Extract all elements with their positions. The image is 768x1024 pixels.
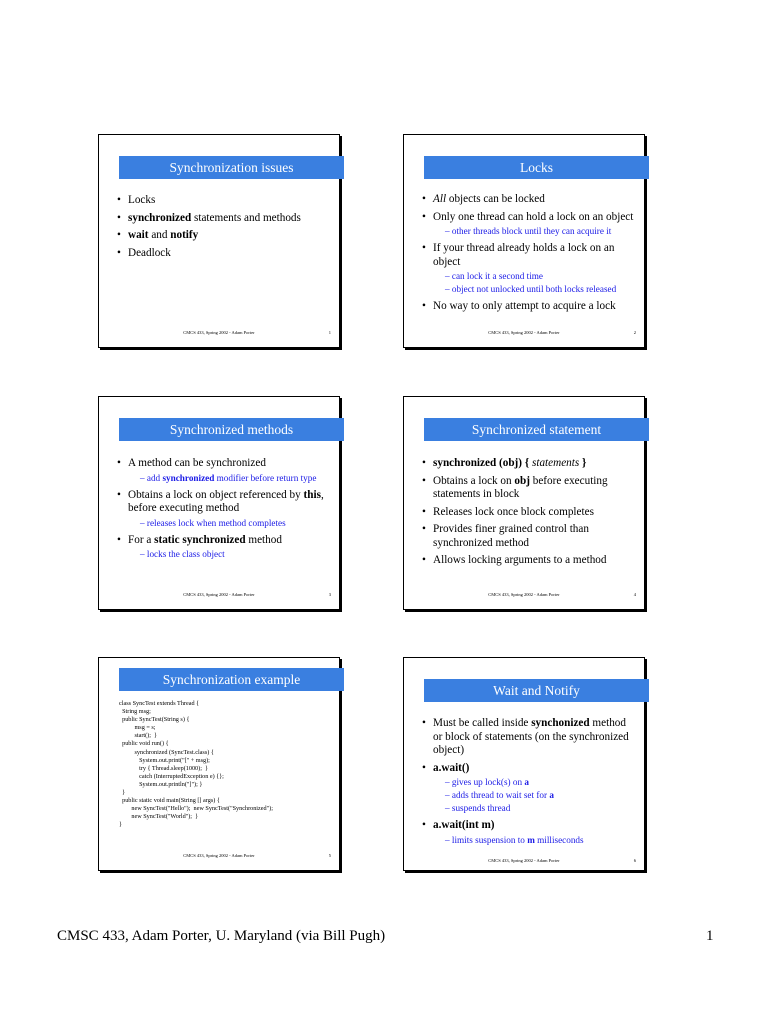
slide-content bbox=[117, 457, 331, 565]
text-run: a.wait() bbox=[433, 761, 470, 774]
sub-bullet-item bbox=[140, 517, 331, 530]
text-run: synchronized bbox=[162, 472, 215, 483]
slide-content bbox=[422, 193, 636, 318]
text-run: a.wait(int m) bbox=[433, 819, 495, 831]
bullet-item bbox=[422, 819, 636, 847]
bullet-item bbox=[422, 300, 636, 314]
text-run: a bbox=[524, 777, 529, 787]
footer-text: CMCS 433, Spring 2002 - Adam Porter bbox=[183, 330, 255, 335]
bullet-list bbox=[422, 457, 636, 568]
text-run: obj bbox=[514, 474, 530, 487]
code-block: class SyncTest extends Thread { String msg; public SyncTest(String s) { msg = s; start(); } public void run() { synchronized (SyncTest.class) { System.out.print("[" + msg); try { Thread.sleep(1000); } catch (InterruptedException e) {}; System.out.println("]"); } } public static void main(String [] args) { new SyncTest("Hello"); new SyncTest("Synchronized"); new SyncTest("World"); } } bbox=[119, 700, 273, 829]
bullet-item bbox=[422, 193, 636, 207]
footer-text: CMCS 433, Spring 2002 - Adam Porter bbox=[488, 592, 560, 597]
text-run: If your thread already holds a lock on an object bbox=[433, 242, 615, 268]
slide-content bbox=[422, 717, 636, 851]
slide-number: 4 bbox=[633, 592, 636, 597]
sub-bullet-list bbox=[128, 517, 331, 530]
slide-footer bbox=[99, 592, 339, 600]
bullet-item bbox=[422, 554, 636, 568]
bullet-item bbox=[117, 457, 331, 485]
sub-bullet-item bbox=[445, 789, 636, 802]
sub-bullet-list bbox=[433, 225, 636, 238]
bullet-item bbox=[422, 506, 636, 520]
text-run: and bbox=[148, 229, 171, 241]
slide-footer bbox=[404, 592, 644, 600]
bullet-item bbox=[422, 523, 636, 550]
slide-title: Locks bbox=[424, 156, 649, 179]
slide-number: 3 bbox=[328, 592, 331, 597]
slide-footer bbox=[404, 858, 644, 866]
bullet-item bbox=[117, 489, 331, 530]
text-run: objects can be locked bbox=[446, 193, 545, 205]
bullet-item bbox=[117, 247, 331, 261]
bullet-item bbox=[422, 211, 636, 239]
bullet-item bbox=[422, 475, 636, 502]
text-run: statements and methods bbox=[191, 211, 301, 224]
sub-bullet-item bbox=[445, 802, 636, 815]
text-run: Must be called inside bbox=[433, 717, 532, 729]
slide-5 bbox=[98, 657, 340, 871]
bullet-item bbox=[117, 212, 331, 226]
text-run: method bbox=[245, 533, 282, 546]
bullet-item bbox=[422, 457, 636, 471]
sub-bullet-item bbox=[445, 225, 636, 238]
text-run: No way to only attempt to acquire a lock bbox=[433, 300, 616, 312]
slide-content bbox=[117, 194, 331, 264]
slide-3 bbox=[98, 396, 340, 610]
text-run: Releases lock once block completes bbox=[433, 505, 594, 518]
footer-text: CMCS 433, Spring 2002 - Adam Porter bbox=[183, 592, 255, 597]
slide-number: 2 bbox=[633, 330, 636, 335]
text-run: – can lock it a second time bbox=[445, 271, 543, 281]
bullet-list bbox=[117, 457, 331, 561]
text-run: – gives up lock(s) on bbox=[445, 777, 525, 787]
footer-text: CMCS 433, Spring 2002 - Adam Porter bbox=[488, 858, 560, 863]
text-run: Provides finer grained control than synchronized method bbox=[433, 523, 589, 549]
sub-bullet-list bbox=[128, 548, 331, 561]
sub-bullet-item bbox=[140, 472, 331, 485]
text-run: statements bbox=[532, 457, 580, 469]
text-run: before executing statements in block bbox=[433, 474, 608, 500]
slide-title: Synchronization issues bbox=[119, 156, 344, 179]
text-run: method or block of statements (on the synchronized object) bbox=[433, 717, 629, 756]
text-run: A method can be synchronized bbox=[128, 457, 266, 469]
text-run: a bbox=[549, 790, 554, 800]
slide-2 bbox=[403, 134, 645, 348]
text-run: Deadlock bbox=[128, 246, 171, 259]
text-run: – add bbox=[140, 472, 163, 483]
slide-footer bbox=[99, 853, 339, 861]
slide-number: 5 bbox=[328, 853, 331, 858]
slide-number: 1 bbox=[328, 330, 331, 335]
slide-footer bbox=[404, 330, 644, 338]
text-run: All bbox=[433, 193, 447, 205]
text-run: notify bbox=[170, 229, 199, 241]
text-run: – locks the class object bbox=[140, 549, 225, 559]
bullet-item bbox=[117, 534, 331, 562]
sub-bullet-list bbox=[128, 472, 331, 485]
slide-6 bbox=[403, 657, 645, 871]
slide-title: Synchronized methods bbox=[119, 418, 344, 441]
bullet-item bbox=[422, 762, 636, 816]
text-run: For a bbox=[128, 533, 155, 546]
text-run: – suspends thread bbox=[445, 803, 511, 813]
slide-footer bbox=[99, 330, 339, 338]
text-run: milliseconds bbox=[534, 834, 584, 845]
page-footer-left: CMSC 433, Adam Porter, U. Maryland (via Bill Pugh) bbox=[57, 928, 386, 944]
sub-bullet-list bbox=[433, 270, 636, 296]
text-run: , before executing method bbox=[128, 488, 324, 514]
text-run: Obtains a lock on bbox=[433, 474, 515, 487]
text-run: m bbox=[527, 834, 535, 845]
text-run: synchonized bbox=[531, 717, 590, 729]
sub-bullet-item bbox=[445, 834, 636, 847]
slide-1 bbox=[98, 134, 340, 348]
text-run: synchronized bbox=[128, 211, 192, 224]
slide-4 bbox=[403, 396, 645, 610]
text-run: – other threads block until they can acquire it bbox=[445, 226, 612, 236]
bullet-item bbox=[422, 717, 636, 758]
text-run: – releases lock when method completes bbox=[140, 517, 286, 528]
sub-bullet-item bbox=[140, 548, 331, 561]
footer-text: CMCS 433, Spring 2002 - Adam Porter bbox=[488, 330, 560, 335]
footer-text: CMCS 433, Spring 2002 - Adam Porter bbox=[183, 853, 255, 858]
text-run: modifier before return type bbox=[214, 472, 317, 483]
slide-title: Synchronization example bbox=[119, 668, 344, 691]
sub-bullet-item bbox=[445, 283, 636, 296]
slide-number: 6 bbox=[633, 858, 636, 863]
bullet-list bbox=[422, 717, 636, 847]
sub-bullet-item bbox=[445, 776, 636, 789]
bullet-list bbox=[117, 194, 331, 260]
page-number: 1 bbox=[706, 928, 714, 944]
slide-title: Wait and Notify bbox=[424, 679, 649, 702]
sub-bullet-list bbox=[433, 776, 636, 815]
text-run: Obtains a lock on object referenced by bbox=[128, 488, 304, 501]
text-run: Locks bbox=[128, 194, 156, 206]
text-run: – object not unlocked until both locks released bbox=[445, 284, 617, 294]
bullet-item bbox=[117, 229, 331, 243]
text-run: this bbox=[303, 488, 321, 501]
bullet-item bbox=[422, 242, 636, 296]
text-run: synchronized (obj) { bbox=[433, 457, 532, 469]
text-run: – adds thread to wait set for bbox=[445, 790, 550, 800]
slide-title: Synchronized statement bbox=[424, 418, 649, 441]
text-run: – limits suspension to bbox=[445, 834, 528, 845]
text-run: Allows locking arguments to a method bbox=[433, 554, 607, 566]
sub-bullet-item bbox=[445, 270, 636, 283]
text-run: } bbox=[579, 457, 587, 469]
text-run: Only one thread can hold a lock on an object bbox=[433, 210, 634, 223]
bullet-item bbox=[117, 194, 331, 208]
text-run: static synchronized bbox=[154, 533, 246, 546]
slide-content bbox=[422, 457, 636, 572]
text-run: wait bbox=[128, 229, 149, 241]
bullet-list bbox=[422, 193, 636, 314]
sub-bullet-list bbox=[433, 834, 636, 847]
